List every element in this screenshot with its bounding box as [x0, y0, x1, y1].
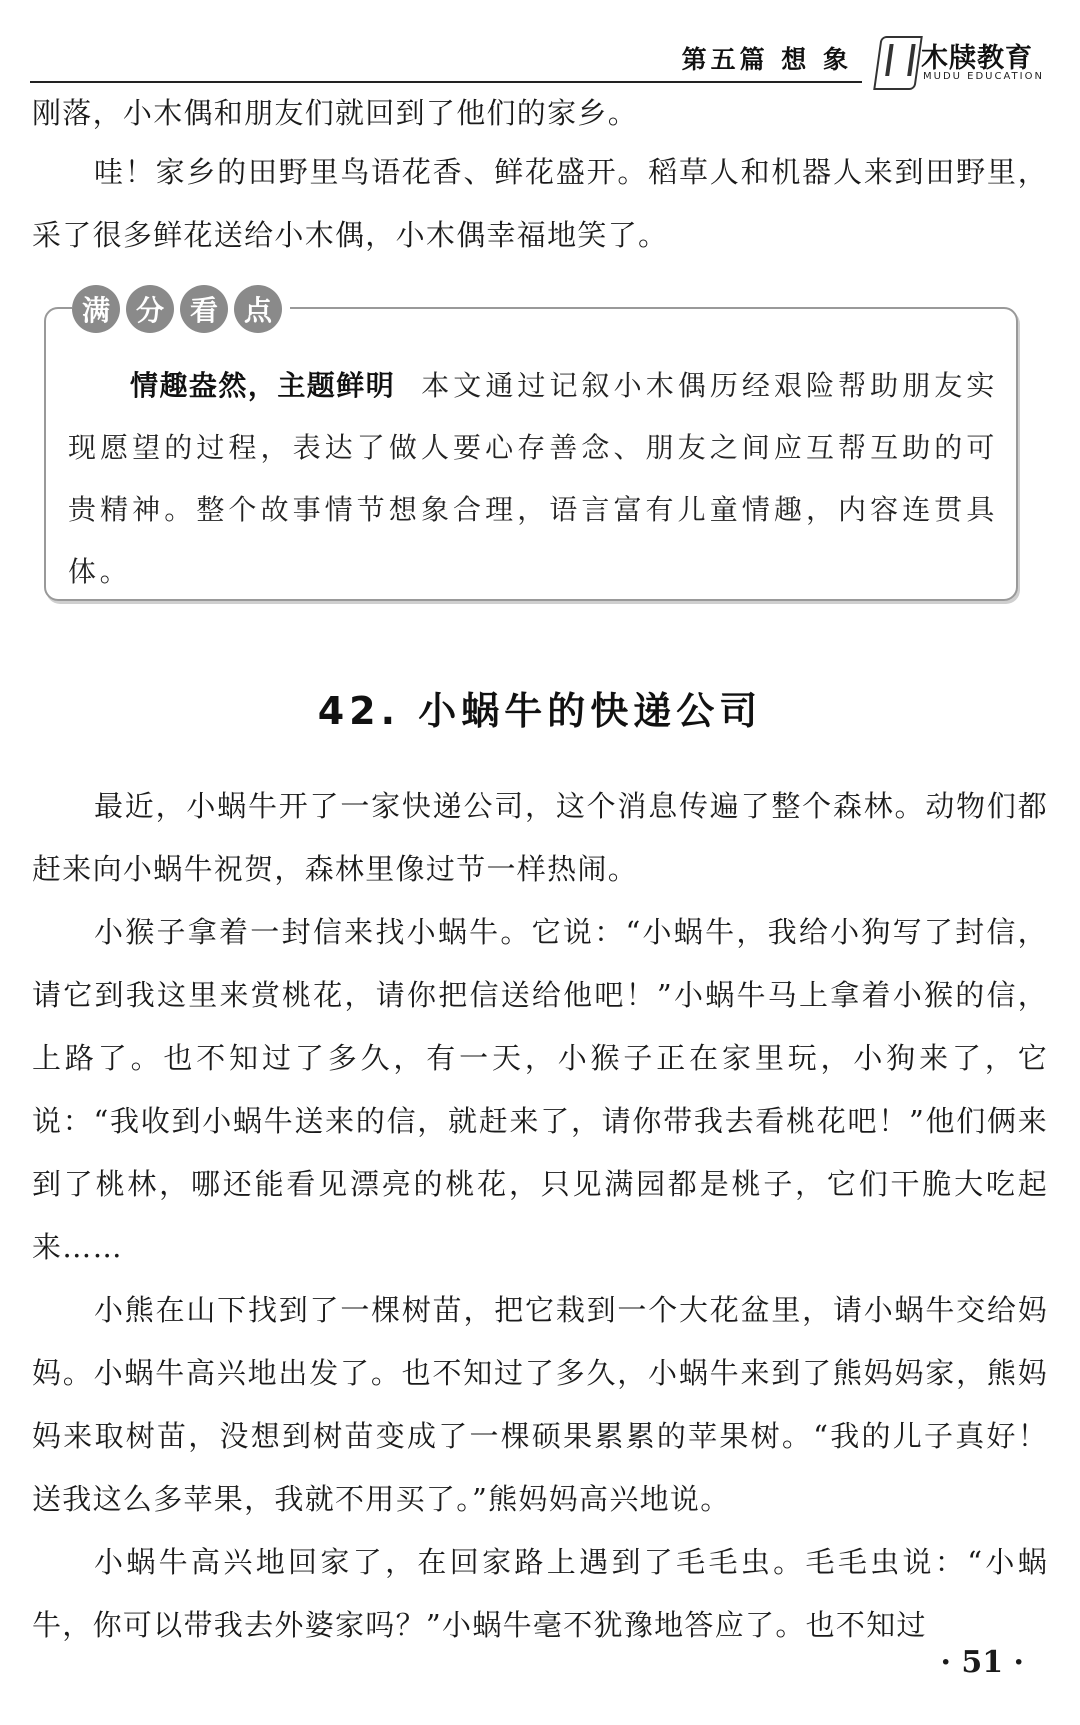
comment-lead: 情趣盎然，主题鲜明	[130, 369, 396, 402]
comment-badges	[72, 285, 290, 335]
badge-char: 看	[180, 285, 228, 333]
logo-chinese-name: 木牍教育	[921, 43, 1033, 74]
badge-char: 点	[234, 285, 282, 333]
article-paragraph: 小猴子拿着一封信来找小蜗牛。它说：“小蜗牛，我给小狗写了封信，请它到我这里来赏桃花，请你把信送给他吧！”小蜗牛马上拿着小猴的信，上路了。也不知过了多久，有一天，小猴子正在家里玩，小狗来了，它说：“我收到小蜗牛送来的信，就赶来了，请你带我去看桃花吧！”他们俩来到了桃林，哪还能看见漂亮的桃花，只见满园都是桃子，它们干脆大吃起来……	[32, 915, 1048, 1264]
article-paragraph: 小熊在山下找到了一棵树苗，把它栽到一个大花盆里，请小蜗牛交给妈妈。小蜗牛高兴地出发了。也不知过了多久，小蜗牛来到了熊妈妈家，熊妈妈来取树苗，没想到树苗变成了一棵硕果累累的苹果树。“我的儿子真好！送我这么多苹果，我就不用买了。”熊妈妈高兴地说。	[32, 1293, 1048, 1516]
badge-char: 满	[72, 285, 120, 333]
paragraph-hometown: 哇！家乡的田野里鸟语花香、鲜花盛开。稻草人和机器人来到田野里，采了很多鲜花送给小木偶，小木偶幸福地笑了。	[32, 155, 1048, 252]
section-title: 第五篇 想 象	[681, 45, 852, 74]
page-header	[30, 28, 1052, 88]
article-paragraph: 小蜗牛高兴地回家了，在回家路上遇到了毛毛虫。毛毛虫说：“小蜗牛，你可以带我去外婆家吗？”小蜗牛毫不犹豫地答应了。也不知过	[32, 1545, 1048, 1642]
logo-english-name: MUDU EDUCATION	[923, 71, 1044, 82]
badge-char: 分	[126, 285, 174, 333]
page-number: · 51 ·	[940, 1645, 1024, 1680]
comment-text	[68, 355, 998, 603]
publisher-logo	[877, 36, 1052, 88]
article-paragraph: 最近，小蜗牛开了一家快递公司，这个消息传遍了整个森林。动物们都赶来向小蜗牛祝贺，森林里像过节一样热闹。	[32, 789, 1048, 886]
paragraph-continued: 刚落，小木偶和朋友们就回到了他们的家乡。	[32, 96, 639, 130]
article-title: 42. 小蜗牛的快递公司	[317, 689, 763, 733]
comment-body: 本文通过记叙小木偶历经艰险帮助朋友实现愿望的过程，表达了做人要心存善念、朋友之间应互帮互助的可贵精神。整个故事情节想象合理，语言富有儿童情趣，内容连贯具体。	[68, 369, 998, 588]
